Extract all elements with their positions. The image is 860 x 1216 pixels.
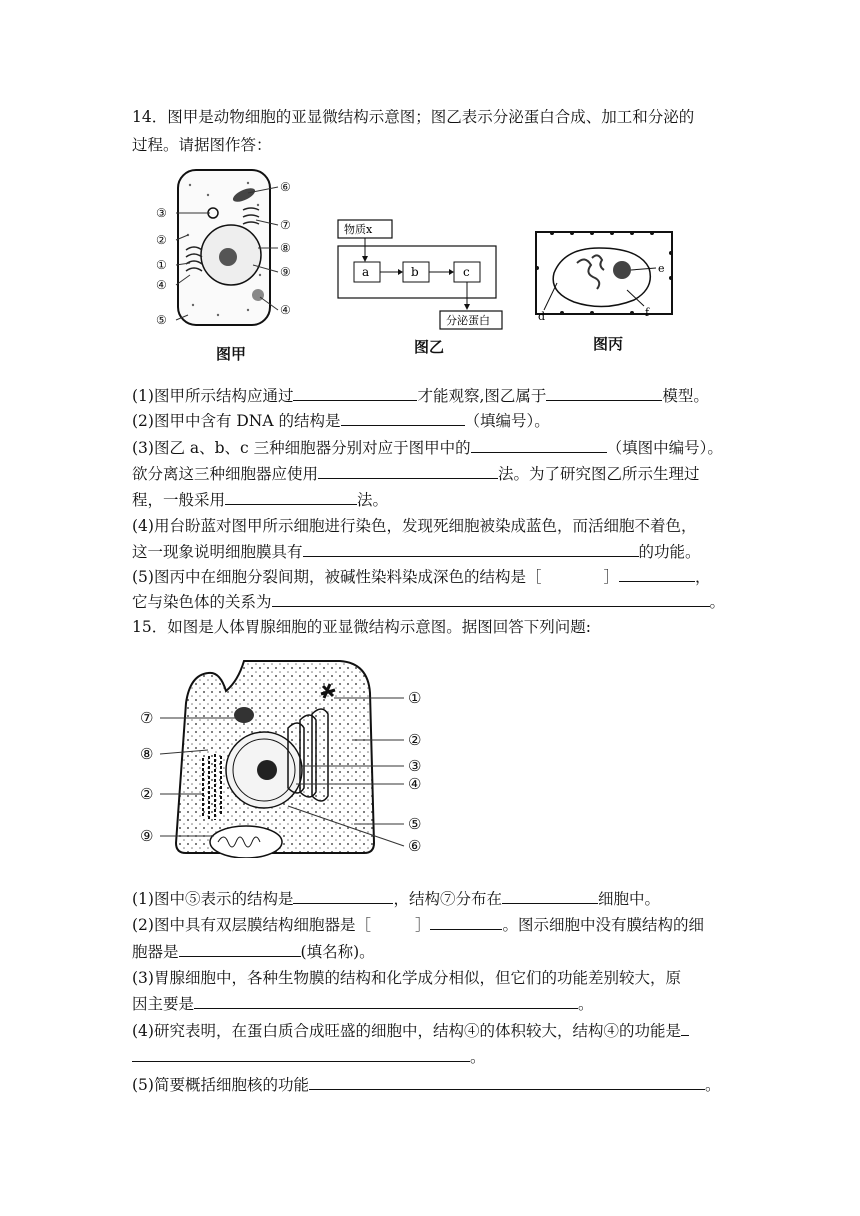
caption-yi: 图乙 bbox=[414, 338, 445, 356]
caption-bing: 图丙 bbox=[593, 335, 624, 353]
jia-label-3: ③ bbox=[156, 206, 167, 220]
jia-label-8: ⑧ bbox=[280, 241, 291, 255]
q14-item3b: 欲分离这三种细胞器应使用 法。为了研究图乙所示生理过 bbox=[132, 465, 700, 483]
yi-top-label: 物质x bbox=[344, 223, 373, 236]
q14-item1: (1)图甲所示结构应通过 才能观察,图乙属于 模型。 bbox=[132, 387, 709, 405]
q15-item4a: (4)研究表明，在蛋白质合成旺盛的细胞中，结构④的体积较大，结构④的功能是 bbox=[132, 1021, 689, 1041]
caption-jia: 图甲 bbox=[216, 345, 247, 363]
blank-q14-5b[interactable] bbox=[272, 592, 710, 607]
q15-label-2a: ② bbox=[408, 731, 422, 749]
q14-item5a: (5)图丙中在细胞分裂间期，被碱性染料染成深色的结构是［ ］ ， bbox=[132, 568, 711, 586]
figure-q15 bbox=[138, 658, 438, 858]
bing-label-e: e bbox=[658, 262, 665, 275]
q14-item3a: (3)图乙 a、b、c 三种细胞器分别对应于图甲中的 （填图中编号）。 bbox=[132, 439, 723, 457]
jia-label-6: ⑥ bbox=[280, 180, 291, 194]
q14-item2: (2)图甲中含有 DNA 的结构是 （填编号）。 bbox=[132, 412, 550, 430]
q15-label-5: ⑤ bbox=[408, 815, 422, 833]
blank-q15-4b[interactable] bbox=[132, 1047, 470, 1062]
yi-box-c: c bbox=[463, 265, 470, 279]
blank-q14-1a[interactable] bbox=[293, 386, 417, 401]
bing-label-d: d bbox=[538, 310, 546, 323]
q15-label-2b: ② bbox=[140, 785, 154, 803]
blank-q14-3b[interactable] bbox=[318, 464, 498, 479]
q15-item5: (5)简要概括细胞核的功能 。 bbox=[132, 1076, 721, 1094]
jia-label-5: ⑤ bbox=[156, 313, 167, 327]
jia-label-4b: ④ bbox=[280, 303, 291, 317]
q15-label-4: ④ bbox=[408, 775, 422, 793]
q15-intro: 15．如图是人体胃腺细胞的亚显微结构示意图。据图回答下列问题: bbox=[132, 618, 591, 636]
yi-box-b: b bbox=[411, 265, 419, 279]
figure-bing bbox=[532, 228, 692, 323]
q15-label-1: ① bbox=[408, 689, 422, 707]
q15-item2a: (2)图中具有双层膜结构细胞器是［ ］ 。图示细胞中没有膜结构的细 bbox=[132, 916, 704, 934]
blank-q15-2b[interactable] bbox=[179, 942, 301, 957]
blank-q14-3a[interactable] bbox=[471, 438, 607, 453]
q14-item4b: 这一现象说明细胞膜具有 的功能。 bbox=[132, 543, 701, 561]
bing-label-f: f bbox=[645, 306, 650, 319]
jia-label-9: ⑨ bbox=[280, 265, 291, 279]
q14-item5b: 它与染色体的关系为 。 bbox=[132, 593, 726, 611]
q15-item4b: 。 bbox=[132, 1047, 486, 1067]
blank-q14-3c[interactable] bbox=[225, 490, 357, 505]
q15-label-8: ⑧ bbox=[140, 745, 154, 763]
q15-item1: (1)图中⑤表示的结构是 ，结构⑦分布在 细胞中。 bbox=[132, 890, 660, 908]
q15-item3b: 因主要是 。 bbox=[132, 995, 594, 1013]
q14-intro-line2: 过程。请据图作答： bbox=[132, 136, 272, 154]
blank-q14-1b[interactable] bbox=[546, 386, 662, 401]
blank-q14-4[interactable] bbox=[303, 542, 639, 557]
jia-label-4a: ④ bbox=[156, 278, 167, 292]
blank-q15-2a[interactable] bbox=[430, 915, 502, 930]
yi-bottom-label: 分泌蛋白 bbox=[446, 314, 490, 327]
blank-q14-2[interactable] bbox=[341, 411, 465, 426]
blank-q15-5[interactable] bbox=[309, 1075, 705, 1090]
jia-label-2: ② bbox=[156, 233, 167, 247]
figure-jia bbox=[148, 165, 328, 355]
q15-label-6: ⑥ bbox=[408, 837, 422, 855]
blank-q15-1b[interactable] bbox=[502, 889, 598, 904]
jia-label-7: ⑦ bbox=[280, 218, 291, 232]
blank-q14-5a[interactable] bbox=[619, 567, 695, 582]
q15-label-9: ⑨ bbox=[140, 827, 154, 845]
q14-item4a: (4)用台盼蓝对图甲所示细胞进行染色，发现死细胞被染成蓝色，而活细胞不着色， bbox=[132, 517, 697, 535]
q15-label-3: ③ bbox=[408, 757, 422, 775]
q15-item2b: 胞器是 (填名称)。 bbox=[132, 943, 375, 961]
blank-q15-4a[interactable] bbox=[681, 1021, 689, 1036]
q14-item3c: 程，一般采用 法。 bbox=[132, 491, 389, 509]
blank-q15-1a[interactable] bbox=[293, 889, 393, 904]
q15-item3a: (3)胃腺细胞中，各种生物膜的结构和化学成分相似，但它们的功能差别较大，原 bbox=[132, 969, 681, 987]
jia-label-1: ① bbox=[156, 258, 167, 272]
q14-intro-line1: 14．图甲是动物细胞的亚显微结构示意图；图乙表示分泌蛋白合成、加工和分泌的 bbox=[132, 108, 695, 126]
blank-q15-3[interactable] bbox=[194, 994, 578, 1009]
figure-yi bbox=[336, 218, 506, 333]
q15-label-7: ⑦ bbox=[140, 709, 154, 727]
yi-box-a: a bbox=[362, 265, 370, 279]
